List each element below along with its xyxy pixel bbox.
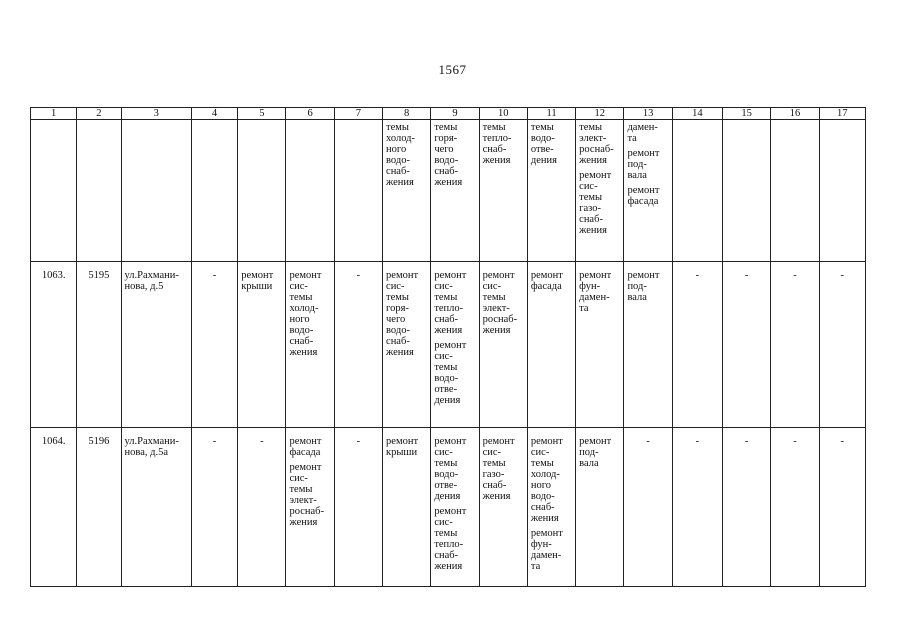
column-number-row [31, 108, 866, 120]
table-cell: - [334, 428, 382, 587]
work-item: ремонт сис- темы газо- снаб- жения [579, 170, 612, 236]
table-cell: - [672, 428, 722, 587]
table-cell [431, 120, 479, 262]
table-cell [479, 428, 527, 587]
table-cell [819, 120, 865, 262]
repair-schedule-table [30, 107, 866, 587]
table-cell [723, 120, 771, 262]
column-header: 17 [819, 108, 865, 120]
building-code: 5195 [77, 262, 121, 428]
table-cell [383, 120, 431, 262]
work-item: ремонт сис- темы газо- снаб- жения [482, 436, 515, 502]
table-cell [383, 428, 431, 587]
table-cell: - [624, 428, 672, 587]
table-cell [576, 262, 624, 428]
column-header: 4 [191, 108, 237, 120]
table-cell: - [723, 262, 771, 428]
continuation-row [31, 120, 866, 262]
work-item: ремонт под- вала [627, 148, 660, 181]
table-cell: - [191, 428, 237, 587]
work-item: ремонт сис- темы тепло- снаб- жения [434, 506, 467, 572]
table-cell [576, 428, 624, 587]
column-header: 6 [286, 108, 334, 120]
table-cell [771, 120, 819, 262]
work-item: ремонт под- вала [579, 436, 612, 469]
table-cell [431, 428, 479, 587]
column-header: 16 [771, 108, 819, 120]
work-item: темы тепло- снаб- жения [482, 122, 512, 166]
work-item: ремонт сис- темы холод- ного водо- снаб- жения [530, 436, 563, 524]
column-header: 5 [238, 108, 286, 120]
table-row [31, 262, 866, 428]
table-cell: - [771, 262, 819, 428]
table-cell [672, 120, 722, 262]
column-header: 9 [431, 108, 479, 120]
table-cell [479, 120, 527, 262]
work-item: темы горя- чего водо- снаб- жения [434, 122, 463, 188]
work-item: ремонт сис- темы тепло- снаб- жения [434, 270, 467, 336]
table-cell [624, 120, 672, 262]
work-item: темы холод- ного водо- снаб- жения [386, 122, 416, 188]
work-item: ремонт фасада [289, 436, 322, 458]
table-row [31, 428, 866, 587]
work-item: ремонт фасада [530, 270, 563, 292]
work-item: дамен- та [627, 122, 658, 144]
row-number: 1063. [31, 262, 77, 428]
work-item: ремонт крыши [241, 270, 274, 292]
work-item: ремонт сис- темы элект- роснаб- жения [482, 270, 518, 336]
column-header: 1 [31, 108, 77, 120]
column-header: 11 [527, 108, 575, 120]
table-cell [431, 262, 479, 428]
table-cell: - [334, 262, 382, 428]
work-item: темы элект- роснаб- жения [579, 122, 614, 166]
table-cell [238, 120, 286, 262]
table-cell: - [771, 428, 819, 587]
work-item: темы водо- отве- дения [530, 122, 557, 166]
address-cell [121, 428, 191, 587]
column-header: 12 [576, 108, 624, 120]
work-item: ремонт фун- дамен- та [579, 270, 612, 314]
table-cell [334, 120, 382, 262]
table-cell [121, 120, 191, 262]
table-cell [479, 262, 527, 428]
table-cell: - [819, 262, 865, 428]
work-item: ремонт сис- темы элект- роснаб- жения [289, 462, 325, 528]
column-header: 13 [624, 108, 672, 120]
table-cell [624, 262, 672, 428]
address: ул.Рахмани- нова, д.5а [124, 436, 179, 458]
table-cell [576, 120, 624, 262]
column-header: 14 [672, 108, 722, 120]
work-item: ремонт сис- темы водо- отве- дения [434, 436, 467, 502]
table-cell [527, 120, 575, 262]
table-cell [191, 120, 237, 262]
work-item: ремонт сис- темы холод- ного водо- снаб- жения [289, 270, 322, 358]
table-cell [527, 262, 575, 428]
work-item: ремонт фасада [627, 185, 660, 207]
table-cell: - [238, 428, 286, 587]
work-item: ремонт под- вала [627, 270, 660, 303]
column-header: 8 [383, 108, 431, 120]
work-item: ремонт сис- темы водо- отве- дения [434, 340, 467, 406]
address-cell [121, 262, 191, 428]
table-cell: - [723, 428, 771, 587]
work-item: ремонт фун- дамен- та [530, 528, 563, 572]
building-code: 5196 [77, 428, 121, 587]
table-cell [286, 120, 334, 262]
table-cell [383, 262, 431, 428]
table-cell [238, 262, 286, 428]
column-header: 2 [77, 108, 121, 120]
table-cell: - [191, 262, 237, 428]
work-item: ремонт сис- темы горя- чего водо- снаб- жения [386, 270, 419, 358]
table-cell [31, 120, 77, 262]
table-cell [77, 120, 121, 262]
column-header: 7 [334, 108, 382, 120]
table-cell: - [672, 262, 722, 428]
row-number: 1064. [31, 428, 77, 587]
table-cell: - [819, 428, 865, 587]
page-number: 1567 [438, 62, 467, 77]
column-header: 3 [121, 108, 191, 120]
address: ул.Рахмани- нова, д.5 [124, 270, 179, 292]
column-header: 15 [723, 108, 771, 120]
work-item: ремонт крыши [386, 436, 419, 458]
table-cell [527, 428, 575, 587]
column-header: 10 [479, 108, 527, 120]
table-cell [286, 262, 334, 428]
table-cell [286, 428, 334, 587]
